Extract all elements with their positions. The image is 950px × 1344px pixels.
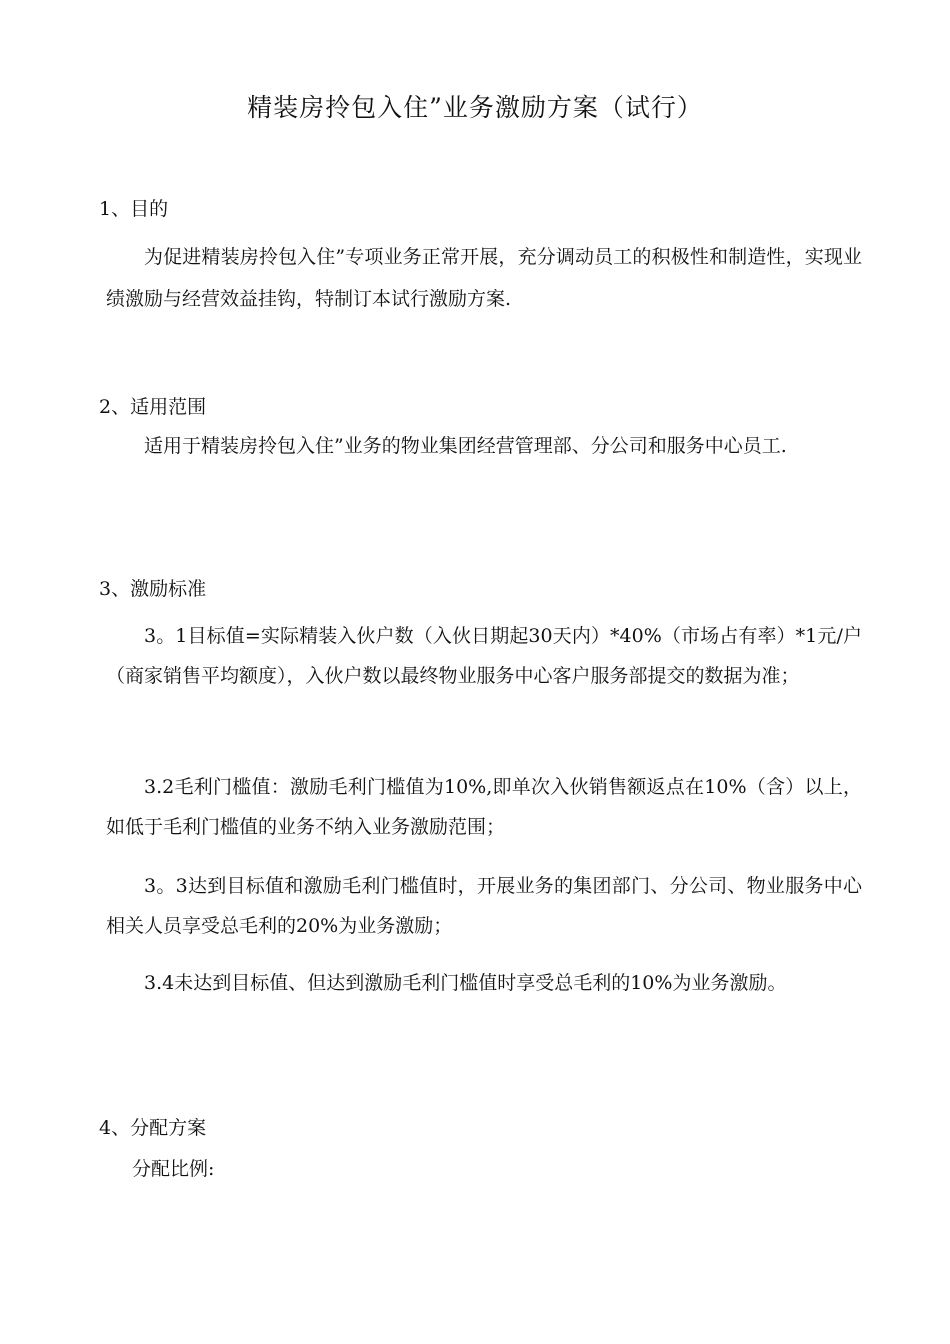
section-heading-purpose: 1、目的 bbox=[99, 198, 169, 220]
section-paragraph-partial-incentive: 3.4未达到目标值、但达到激励毛利门槛值时享受总毛利的10%为业务激励。 bbox=[144, 972, 787, 994]
section-heading-scope: 2、适用范围 bbox=[99, 396, 207, 418]
section-paragraph-target: 3。1目标值=实际精装入伙户数（入伙日期起30天内）*40%（市场占有率）*1元/户（商家销售平均额度），入伙户数以最终物业服务中心客户服务部提交的数据为准； bbox=[106, 625, 862, 687]
document-title: 精装房拎包入住”业务激励方案（试行） bbox=[247, 93, 703, 122]
section-paragraph-margin-threshold: 3.2毛利门槛值：激励毛利门槛值为10%,即单次入伙销售额返点在10%（含）以上，如低于毛利门槛值的业务不纳入业务激励范围； bbox=[106, 776, 862, 838]
section-heading-distribution: 4、分配方案 bbox=[99, 1117, 207, 1139]
distribution-ratio-label: 分配比例: bbox=[132, 1158, 215, 1180]
section-paragraph-full-incentive: 3。3达到目标值和激励毛利门槛值时，开展业务的集团部门、分公司、物业服务中心相关人员享受总毛利的20%为业务激励； bbox=[106, 875, 862, 937]
section-paragraph-scope: 适用于精装房拎包入住”业务的物业集团经营管理部、分公司和服务中心员工. bbox=[144, 435, 787, 457]
section-paragraph-purpose: 为促进精装房拎包入住”专项业务正常开展，充分调动员工的积极性和制造性，实现业绩激励与经营效益挂钩，特制订本试行激励方案. bbox=[106, 246, 862, 310]
section-heading-standard: 3、激励标准 bbox=[99, 578, 207, 600]
